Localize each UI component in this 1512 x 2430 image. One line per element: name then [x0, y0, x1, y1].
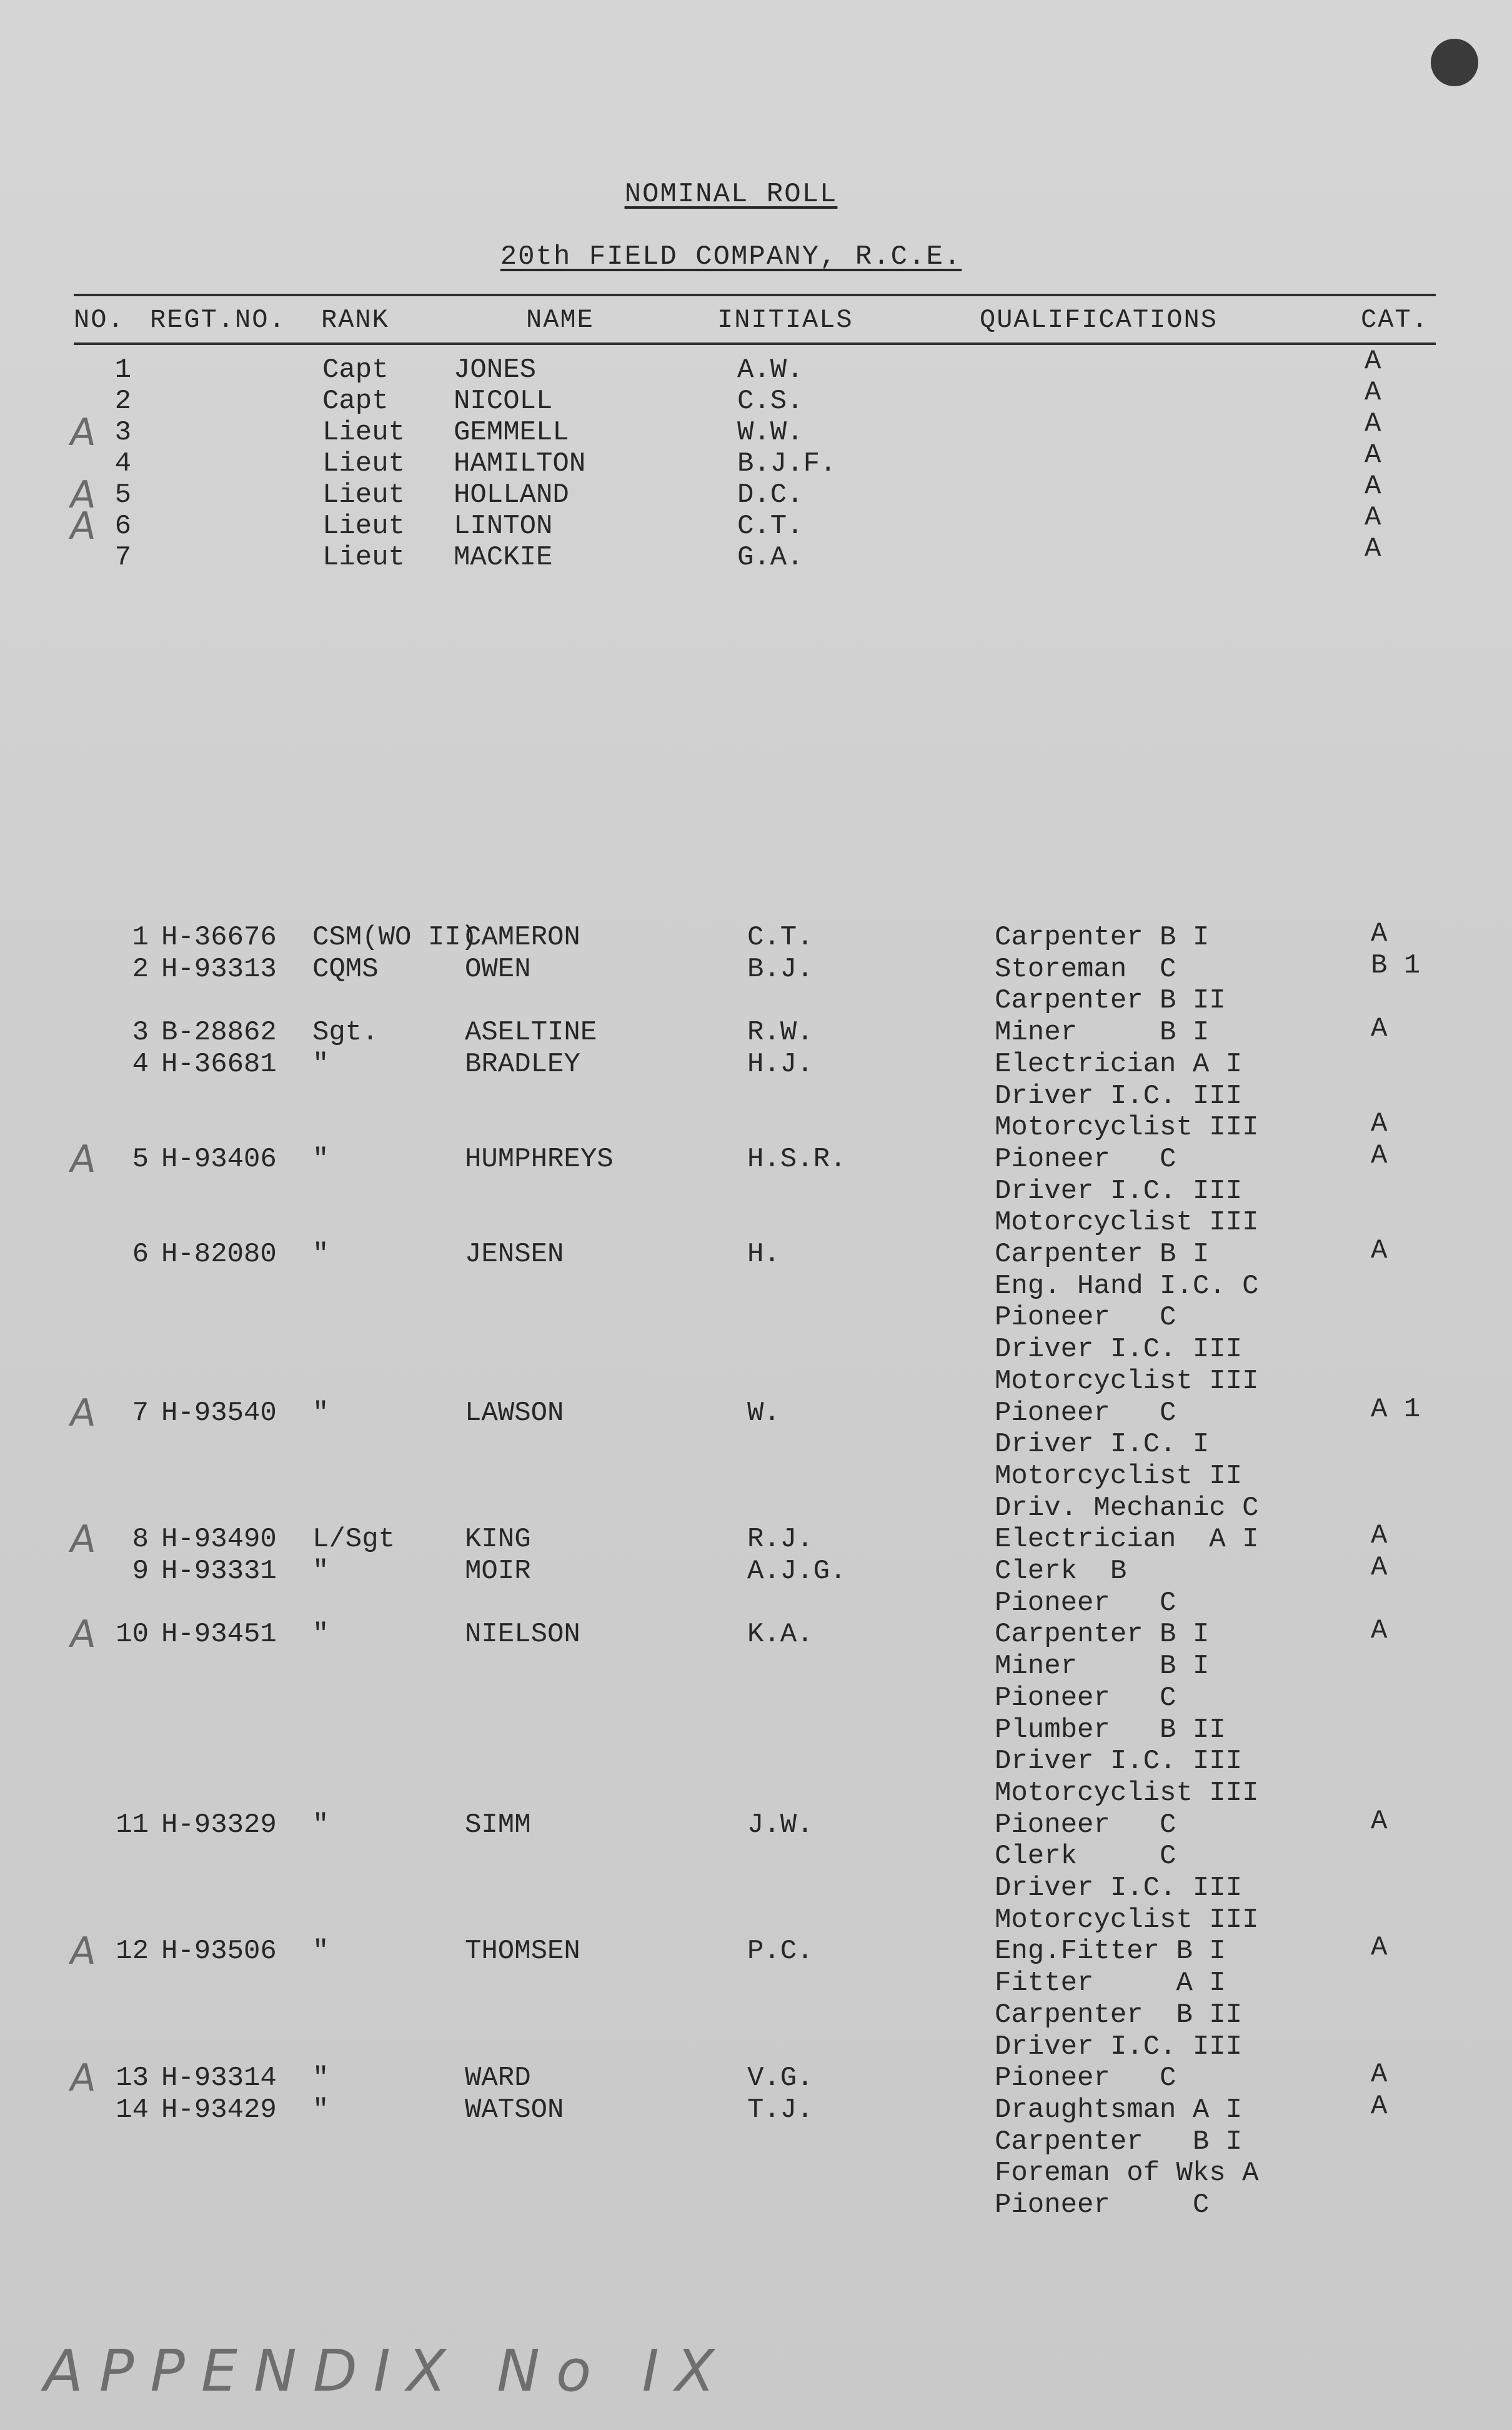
nco-qualification: Motorcyclist III	[995, 1778, 1259, 1809]
nco-regt-no: H-93329	[161, 1809, 277, 1841]
nco-name: HUMPHREYS	[465, 1144, 614, 1175]
nco-qualification: Eng.Fitter B I	[995, 1936, 1226, 1967]
nco-name: THOMSEN	[465, 1936, 580, 1967]
nco-regt-no: H-93451	[161, 1619, 277, 1650]
officer-name: NICOLL	[454, 386, 553, 417]
nco-cat: A	[1371, 918, 1388, 949]
nco-no: 9	[132, 1556, 149, 1587]
officer-name: HAMILTON	[454, 448, 586, 479]
nco-qualification: Motorcyclist III	[995, 1207, 1259, 1238]
col-header-regt: REGT.NO.	[150, 305, 286, 335]
margin-mark-a: A	[67, 2056, 99, 2100]
nco-qualification: Storeman C	[995, 954, 1176, 985]
officer-name: MACKIE	[454, 542, 553, 573]
nco-qualification: Pioneer C	[995, 2062, 1176, 2094]
nco-qualification: Motorcyclist III	[995, 1112, 1259, 1143]
nco-no: 7	[132, 1398, 149, 1429]
nco-rank: "	[312, 1398, 329, 1429]
officer-name: LINTON	[454, 511, 553, 542]
col-header-initials: INITIALS	[717, 305, 853, 335]
nco-rank: "	[312, 1809, 329, 1841]
nco-regt-no: H-93429	[161, 2094, 277, 2126]
nco-regt-no: H-82080	[161, 1239, 277, 1270]
nco-initials: V.G.	[747, 2062, 813, 2094]
nco-qualification: Driv. Mechanic C	[995, 1492, 1259, 1524]
nco-no: 11	[116, 1809, 149, 1841]
nco-qualification: Motorcyclist III	[995, 1366, 1259, 1397]
nco-initials: P.C.	[747, 1936, 813, 1967]
nco-cat: A	[1371, 2091, 1388, 2122]
nco-rank: "	[312, 1049, 329, 1080]
margin-mark-a: A	[67, 504, 99, 548]
nco-qualification: Driver I.C. III	[995, 1334, 1243, 1365]
nco-qualification: Carpenter B I	[995, 922, 1210, 953]
nco-name: WARD	[465, 2062, 531, 2094]
nco-qualification: Motorcyclist III	[995, 1904, 1259, 1936]
nco-no: 14	[116, 2094, 149, 2126]
nco-qualification: Miner B I	[995, 1017, 1210, 1048]
officer-rank: Lieut	[322, 448, 405, 479]
nco-cat: A	[1371, 1520, 1388, 1551]
nco-qualification: Miner B I	[995, 1651, 1210, 1682]
officer-rank: Lieut	[322, 511, 405, 542]
nco-qualification: Driver I.C. I	[995, 1429, 1210, 1460]
nco-qualification: Driver I.C. III	[995, 1746, 1243, 1777]
nco-regt-no: H-36676	[161, 922, 277, 953]
nco-qualification: Foreman of Wks A	[995, 2158, 1259, 2189]
col-header-rank: RANK	[321, 305, 389, 335]
nco-rank: CSM(WO II)	[312, 922, 478, 953]
nco-name: JENSEN	[465, 1239, 564, 1270]
nco-name: MOIR	[465, 1556, 531, 1587]
nco-qualification: Motorcyclist II	[995, 1461, 1243, 1492]
nco-rank: L/Sgt	[312, 1524, 395, 1555]
nco-name: LAWSON	[465, 1398, 564, 1429]
header-rule-bottom	[74, 342, 1436, 345]
nco-cat: A 1	[1371, 1394, 1421, 1425]
nco-qualification: Pioneer C	[995, 1302, 1176, 1333]
col-header-qualifications: QUALIFICATIONS	[980, 305, 1218, 335]
officer-initials: W.W.	[737, 417, 803, 448]
officer-name: JONES	[454, 354, 537, 386]
appendix-handwritten-label: APPENDIX No IX	[44, 2338, 731, 2404]
nco-rank: "	[312, 1239, 329, 1270]
nco-qualification: Driver I.C. III	[995, 2031, 1243, 2062]
nco-name: CAMERON	[465, 922, 580, 953]
nco-regt-no: H-36681	[161, 1049, 277, 1080]
officer-no: 6	[114, 511, 131, 542]
nco-cat: A	[1371, 1932, 1388, 1963]
nco-cat: A	[1371, 1806, 1388, 1837]
officer-no: 2	[114, 386, 131, 417]
nco-initials: H.J.	[747, 1049, 813, 1080]
officer-initials: C.T.	[737, 511, 803, 542]
nco-qualification: Electrician A I	[995, 1524, 1259, 1555]
nco-qualification: Clerk B	[995, 1556, 1127, 1587]
nco-name: BRADLEY	[465, 1049, 580, 1080]
nco-initials: R.J.	[747, 1524, 813, 1555]
nco-name: NIELSON	[465, 1619, 580, 1650]
officer-rank: Capt	[322, 354, 389, 386]
nco-name: ASELTINE	[465, 1017, 597, 1048]
officer-cat: A	[1365, 408, 1381, 439]
nco-name: KING	[465, 1524, 531, 1555]
officer-rank: Lieut	[322, 479, 405, 511]
nco-qualification: Driver I.C. III	[995, 1081, 1243, 1112]
margin-mark-a: A	[67, 1929, 99, 1973]
margin-mark-a: A	[67, 473, 99, 517]
nco-cat: A	[1371, 1013, 1388, 1044]
document-subtitle: 20th FIELD COMPANY, R.C.E.	[500, 241, 962, 272]
nco-no: 6	[132, 1239, 149, 1270]
officer-no: 4	[114, 448, 131, 479]
col-header-no: NO.	[74, 305, 125, 335]
nco-qualification: Clerk C	[995, 1841, 1176, 1872]
col-header-cat: CAT.	[1361, 305, 1429, 335]
nco-qualification: Eng. Hand I.C. C	[995, 1271, 1259, 1302]
nco-cat: A	[1371, 1615, 1388, 1646]
officer-no: 1	[114, 354, 131, 386]
officer-cat: A	[1365, 533, 1381, 564]
nco-qualification: Carpenter B I	[995, 2126, 1243, 2158]
nco-cat: A	[1371, 1140, 1388, 1171]
officer-name: HOLLAND	[454, 479, 569, 511]
officer-cat: A	[1365, 377, 1381, 408]
nco-no: 13	[116, 2062, 149, 2094]
margin-mark-a: A	[67, 1612, 99, 1656]
nco-initials: W.	[747, 1398, 780, 1429]
nco-rank: Sgt.	[312, 1017, 379, 1048]
officer-name: GEMMELL	[454, 417, 569, 448]
nco-qualification: Carpenter B II	[995, 1999, 1243, 2031]
nco-qualification: Carpenter B I	[995, 1239, 1210, 1270]
nco-qualification: Pioneer C	[995, 1398, 1176, 1429]
document-title: NOMINAL ROLL	[624, 179, 838, 210]
nco-initials: K.A.	[747, 1619, 813, 1650]
nco-no: 10	[116, 1619, 149, 1650]
officer-rank: Lieut	[322, 417, 405, 448]
margin-mark-a: A	[67, 1391, 99, 1435]
punch-hole	[1431, 39, 1478, 86]
officer-rank: Lieut	[322, 542, 405, 573]
nco-rank: "	[312, 2062, 329, 2094]
nco-cat: B 1	[1371, 950, 1421, 981]
officer-initials: C.S.	[737, 386, 803, 417]
nco-rank: "	[312, 1936, 329, 1967]
margin-mark-a: A	[67, 411, 99, 454]
nco-rank: CQMS	[312, 954, 379, 985]
nco-rank: "	[312, 1144, 329, 1175]
nco-regt-no: H-93490	[161, 1524, 277, 1555]
nco-no: 12	[116, 1936, 149, 1967]
officer-cat: A	[1365, 346, 1381, 377]
nco-cat: A	[1371, 1235, 1388, 1266]
officer-no: 5	[114, 479, 131, 511]
officer-no: 7	[114, 542, 131, 573]
nco-rank: "	[312, 2094, 329, 2126]
nco-qualification: Pioneer C	[995, 2189, 1210, 2221]
nco-no: 2	[132, 954, 149, 985]
nco-cat: A	[1371, 2059, 1388, 2090]
nco-qualification: Driver I.C. III	[995, 1872, 1243, 1904]
officer-initials: A.W.	[737, 354, 803, 386]
nco-qualification: Driver I.C. III	[995, 1176, 1243, 1207]
nco-qualification: Pioneer C	[995, 1588, 1176, 1619]
nco-no: 4	[132, 1049, 149, 1080]
nco-name: SIMM	[465, 1809, 531, 1841]
nco-initials: R.W.	[747, 1017, 813, 1048]
nco-initials: H.S.R.	[747, 1144, 847, 1175]
nco-no: 1	[132, 922, 149, 953]
nco-qualification: Fitter A I	[995, 1968, 1226, 1999]
nco-regt-no: H-93313	[161, 954, 277, 985]
nco-initials: A.J.G.	[747, 1556, 847, 1587]
nco-name: OWEN	[465, 954, 531, 985]
officer-cat: A	[1365, 471, 1381, 502]
nco-rank: "	[312, 1556, 329, 1587]
nco-no: 3	[132, 1017, 149, 1048]
nco-regt-no: H-93314	[161, 2062, 277, 2094]
officer-initials: G.A.	[737, 542, 803, 573]
officer-initials: B.J.F.	[737, 448, 837, 479]
officer-no: 3	[114, 417, 131, 448]
nco-qualification: Draughtsman A I	[995, 2094, 1243, 2126]
nco-no: 5	[132, 1144, 149, 1175]
nco-regt-no: H-93406	[161, 1144, 277, 1175]
header-rule-top	[74, 294, 1436, 296]
nco-qualification: Pioneer C	[995, 1809, 1176, 1841]
col-header-name: NAME	[526, 305, 594, 335]
nco-qualification: Pioneer C	[995, 1682, 1176, 1714]
nco-qualification: Pioneer C	[995, 1144, 1176, 1175]
nco-initials: H.	[747, 1239, 780, 1270]
nco-regt-no: H-93540	[161, 1398, 277, 1429]
nco-regt-no: H-93506	[161, 1936, 277, 1967]
nco-no: 8	[132, 1524, 149, 1555]
margin-mark-a: A	[67, 1518, 99, 1561]
nco-initials: T.J.	[747, 2094, 813, 2126]
nco-qualification: Carpenter B II	[995, 985, 1226, 1016]
nco-regt-no: B-28862	[161, 1017, 277, 1048]
nco-qualification: Carpenter B I	[995, 1619, 1210, 1650]
nco-qualification: Plumber B II	[995, 1714, 1226, 1746]
nco-qualification: Electrician A I	[995, 1049, 1243, 1080]
nco-initials: B.J.	[747, 954, 813, 985]
officer-cat: A	[1365, 502, 1381, 533]
officer-initials: D.C.	[737, 479, 803, 511]
nco-cat: A	[1371, 1108, 1388, 1139]
nco-initials: J.W.	[747, 1809, 813, 1841]
officer-rank: Capt	[322, 386, 389, 417]
margin-mark-a: A	[67, 1138, 99, 1181]
nco-regt-no: H-93331	[161, 1556, 277, 1587]
nco-rank: "	[312, 1619, 329, 1650]
nco-name: WATSON	[465, 2094, 564, 2126]
nco-initials: C.T.	[747, 922, 813, 953]
nco-cat: A	[1371, 1552, 1388, 1583]
officer-cat: A	[1365, 439, 1381, 471]
